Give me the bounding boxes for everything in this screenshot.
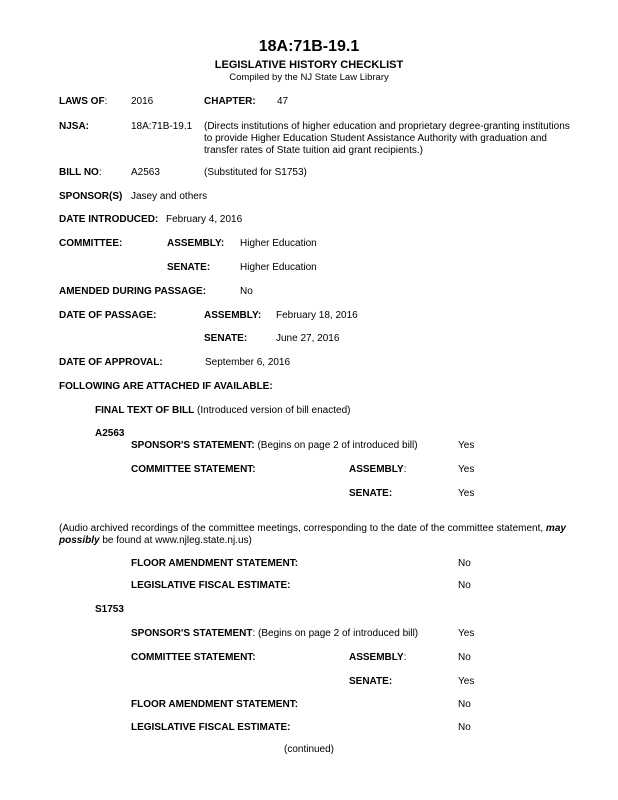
a2563-floor-label: FLOOR AMENDMENT STATEMENT:: [131, 558, 299, 569]
bill-no-value: A2563: [131, 167, 160, 178]
page-subtitle: LEGISLATIVE HISTORY CHECKLIST: [214, 59, 404, 71]
a2563-fiscal-value: No: [458, 580, 471, 591]
a2563-sponsor-statement: SPONSOR'S STATEMENT: (Begins on page 2 of introduced bill): [131, 440, 418, 451]
s1753-assembly-label: ASSEMBLY:: [349, 652, 407, 663]
a2563-assembly-value: Yes: [458, 464, 475, 475]
date-introduced-label: DATE INTRODUCED:: [59, 214, 159, 225]
chapter-label: CHAPTER:: [204, 96, 256, 107]
passage-senate-label: SENATE:: [204, 333, 248, 344]
s1753-fiscal-label: LEGISLATIVE FISCAL ESTIMATE:: [131, 722, 291, 733]
a2563-senate-value: Yes: [458, 488, 475, 499]
a2563-assembly-label: ASSEMBLY:: [349, 464, 407, 475]
s1753-senate-label: SENATE:: [349, 676, 393, 687]
laws-of-value: 2016: [131, 96, 154, 107]
amended-label: AMENDED DURING PASSAGE:: [59, 286, 207, 297]
committee-senate-label: SENATE:: [167, 262, 211, 273]
committee-senate-value: Higher Education: [240, 262, 317, 273]
bill-no-label: BILL NO:: [59, 167, 102, 178]
njsa-label: NJSA:: [59, 121, 90, 132]
compiled-by: Compiled by the NJ State Law Library: [229, 72, 389, 83]
s1753-senate-value: Yes: [458, 676, 475, 687]
sponsors-label: SPONSOR(S): [59, 191, 123, 202]
committee-assembly-label: ASSEMBLY:: [167, 238, 225, 249]
a2563-senate-label: SENATE:: [349, 488, 393, 499]
passage-assembly-label: ASSEMBLY:: [204, 310, 262, 321]
a2563-sponsor-value: Yes: [458, 440, 475, 451]
s1753-fiscal-value: No: [458, 722, 471, 733]
passage-assembly-value: February 18, 2016: [276, 310, 358, 321]
date-of-approval-label: DATE OF APPROVAL:: [59, 357, 163, 368]
a2563-floor-value: No: [458, 558, 471, 569]
njsa-value: 18A:71B-19.1: [131, 121, 193, 132]
date-of-passage-label: DATE OF PASSAGE:: [59, 310, 157, 321]
s1753-sponsor-statement: SPONSOR'S STATEMENT: (Begins on page 2 of introduced bill): [131, 628, 419, 639]
date-introduced-value: February 4, 2016: [166, 214, 243, 225]
page-title: 18A:71B-19.1: [258, 38, 360, 55]
a2563-fiscal-label: LEGISLATIVE FISCAL ESTIMATE:: [131, 580, 291, 591]
sponsors-value: Jasey and others: [131, 191, 208, 202]
a2563-committee-label: COMMITTEE STATEMENT:: [131, 464, 256, 475]
s1753-committee-label: COMMITTEE STATEMENT:: [131, 652, 256, 663]
s1753-floor-label: FLOOR AMENDMENT STATEMENT:: [131, 699, 299, 710]
laws-of-label: LAWS OF:: [59, 96, 108, 107]
audio-note: (Audio archived recordings of the committee meetings, corresponding to the date of the committee statement, may possibly be found at www.njleg.state.nj.us): [59, 523, 566, 546]
s1753-floor-value: No: [458, 699, 471, 710]
chapter-value: 47: [277, 96, 289, 107]
s1753-sponsor-value: Yes: [458, 628, 475, 639]
njsa-description: (Directs institutions of higher education and proprietary degree-granting institutions to provide Higher Education Student Assistance Authority with graduation and transfer rates of State tuition aid grant recipients.): [204, 121, 570, 156]
final-text-of-bill: FINAL TEXT OF BILL (Introduced version of bill enacted): [95, 405, 351, 416]
committee-label: COMMITTEE:: [59, 238, 123, 249]
date-of-approval-value: September 6, 2016: [205, 357, 291, 368]
amended-value: No: [240, 286, 253, 297]
continued-note: (continued): [283, 744, 335, 755]
s1753-assembly-value: No: [458, 652, 471, 663]
committee-assembly-value: Higher Education: [240, 238, 317, 249]
s1753-heading: S1753: [95, 604, 124, 615]
bill-no-note: (Substituted for S1753): [204, 167, 307, 178]
following-heading: FOLLOWING ARE ATTACHED IF AVAILABLE:: [59, 381, 273, 392]
a2563-heading: A2563: [95, 428, 125, 439]
passage-senate-value: June 27, 2016: [276, 333, 340, 344]
